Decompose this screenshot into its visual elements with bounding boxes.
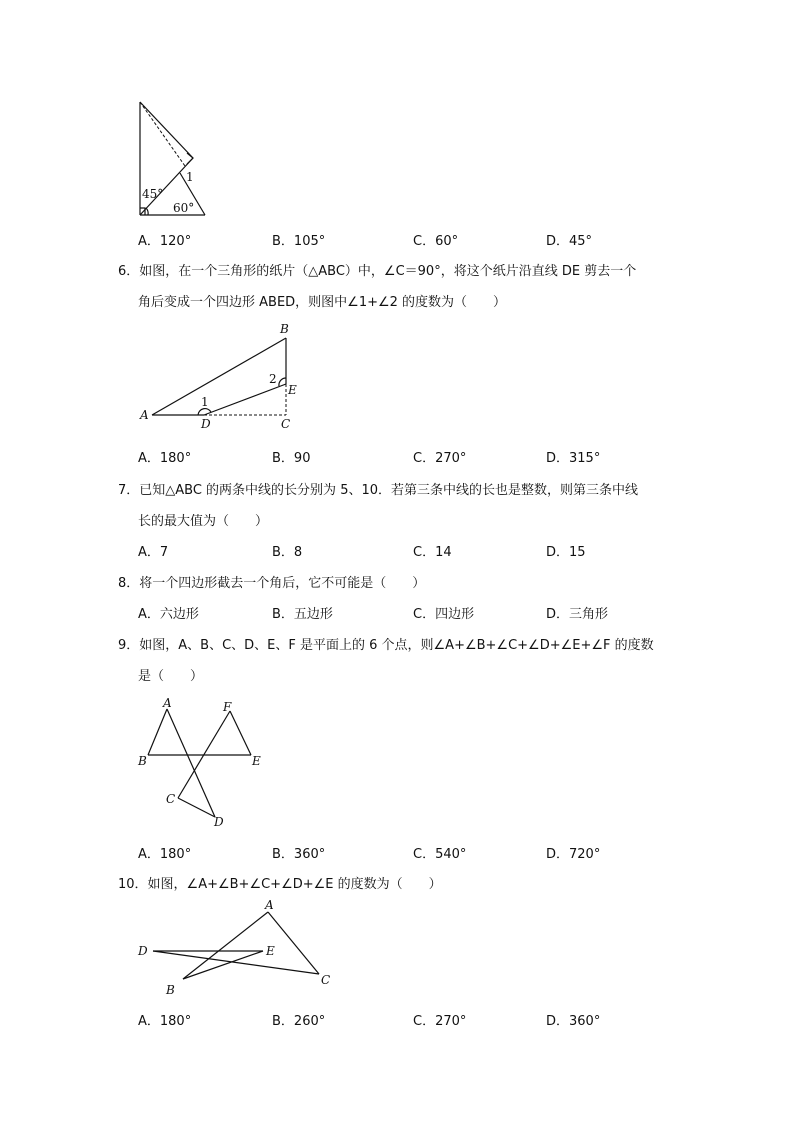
q9-label-d: D bbox=[214, 815, 224, 829]
q9-side-dc bbox=[178, 798, 215, 817]
q5-option-b[interactable]: B．105° bbox=[272, 234, 326, 249]
q10-option-c[interactable]: C．270° bbox=[413, 1014, 467, 1029]
q10-option-a[interactable]: A．180° bbox=[138, 1014, 192, 1029]
q9-stem-line2: 是（ ） bbox=[138, 669, 204, 684]
q6-figure bbox=[138, 320, 308, 435]
q6-stem-line1: 6．如图，在一个三角形的纸片（△ABC）中，∠C＝90°，将这个纸片沿直线 DE 剪去一个 bbox=[118, 264, 637, 279]
q9-label-a: A bbox=[163, 696, 172, 710]
q10-label-a: A bbox=[265, 898, 274, 912]
q6-arc-1 bbox=[198, 409, 211, 415]
q9-option-b[interactable]: B．360° bbox=[272, 847, 326, 862]
q6-label-2: 2 bbox=[269, 372, 277, 386]
q5-angle-45: 45° bbox=[142, 187, 164, 201]
q6-option-a[interactable]: A．180° bbox=[138, 451, 192, 466]
q5-angle-arc bbox=[146, 208, 148, 215]
q8-option-c[interactable]: C．四边形 bbox=[413, 607, 475, 622]
q6-label-c: C bbox=[281, 417, 291, 431]
q5-angle-60: 60° bbox=[173, 201, 195, 215]
q6-option-d[interactable]: D．315° bbox=[546, 451, 601, 466]
q9-option-d[interactable]: D．720° bbox=[546, 847, 601, 862]
q5-figure bbox=[135, 98, 215, 220]
q6-label-1: 1 bbox=[201, 395, 209, 409]
q5-option-a[interactable]: A．120° bbox=[138, 234, 192, 249]
q10-option-d[interactable]: D．360° bbox=[546, 1014, 601, 1029]
q7-stem-line1: 7．已知△ABC 的两条中线的长分别为 5、10．若第三条中线的长也是整数，则第三条中线 bbox=[118, 483, 639, 498]
q5-option-d[interactable]: D．45° bbox=[546, 234, 593, 249]
q8-option-d[interactable]: D．三角形 bbox=[546, 607, 609, 622]
q9-stem-line1: 9．如图，A、B、C、D、E、F 是平面上的 6 个点，则∠A+∠B+∠C+∠D+∠E+∠F 的度数 bbox=[118, 638, 654, 653]
q6-label-b: B bbox=[280, 322, 289, 336]
q10-figure bbox=[135, 895, 345, 1000]
q9-option-c[interactable]: C．540° bbox=[413, 847, 467, 862]
q5-hypotenuse-upper bbox=[140, 102, 193, 158]
q9-option-a[interactable]: A．180° bbox=[138, 847, 192, 862]
q10-label-b: B bbox=[166, 983, 175, 997]
q10-option-b[interactable]: B．260° bbox=[272, 1014, 326, 1029]
q8-option-b[interactable]: B．五边形 bbox=[272, 607, 333, 622]
q10-side-ac bbox=[268, 912, 319, 974]
q6-stem-line2: 角后变成一个四边形 ABED，则图中∠1+∠2 的度数为（ ） bbox=[138, 295, 507, 310]
q9-label-e: E bbox=[252, 754, 261, 768]
q10-side-ab bbox=[183, 912, 268, 979]
q8-stem-line1: 8．将一个四边形截去一个角后，它不可能是（ ） bbox=[118, 576, 426, 591]
q7-option-d[interactable]: D．15 bbox=[546, 545, 586, 560]
q9-figure bbox=[135, 695, 275, 830]
q7-stem-line2: 长的最大值为（ ） bbox=[138, 514, 269, 529]
q6-label-a: A bbox=[140, 408, 149, 422]
q6-label-e: E bbox=[288, 383, 297, 397]
q6-side-ab bbox=[152, 338, 286, 415]
q6-option-b[interactable]: B．90 bbox=[272, 451, 311, 466]
q9-label-f: F bbox=[223, 700, 232, 714]
q5-option-c[interactable]: C．60° bbox=[413, 234, 459, 249]
q9-side-fe bbox=[230, 711, 251, 755]
q5-label-1: 1 bbox=[186, 170, 194, 184]
q7-option-c[interactable]: C．14 bbox=[413, 545, 452, 560]
q6-label-d: D bbox=[201, 417, 211, 431]
q8-option-a[interactable]: A．六边形 bbox=[138, 607, 199, 622]
q10-label-d: D bbox=[138, 944, 148, 958]
q10-stem-line1: 10．如图，∠A+∠B+∠C+∠D+∠E 的度数为（ ） bbox=[118, 877, 442, 892]
q10-side-dc bbox=[153, 951, 319, 974]
q9-label-b: B bbox=[138, 754, 147, 768]
q7-option-a[interactable]: A．7 bbox=[138, 545, 169, 560]
q10-label-e: E bbox=[266, 944, 275, 958]
q7-option-b[interactable]: B．8 bbox=[272, 545, 303, 560]
q5-dashed-line bbox=[140, 102, 185, 166]
q10-label-c: C bbox=[321, 973, 331, 987]
q6-cut-de bbox=[204, 384, 286, 415]
q9-label-c: C bbox=[166, 792, 176, 806]
q9-side-ab bbox=[148, 709, 167, 755]
q6-option-c[interactable]: C．270° bbox=[413, 451, 467, 466]
